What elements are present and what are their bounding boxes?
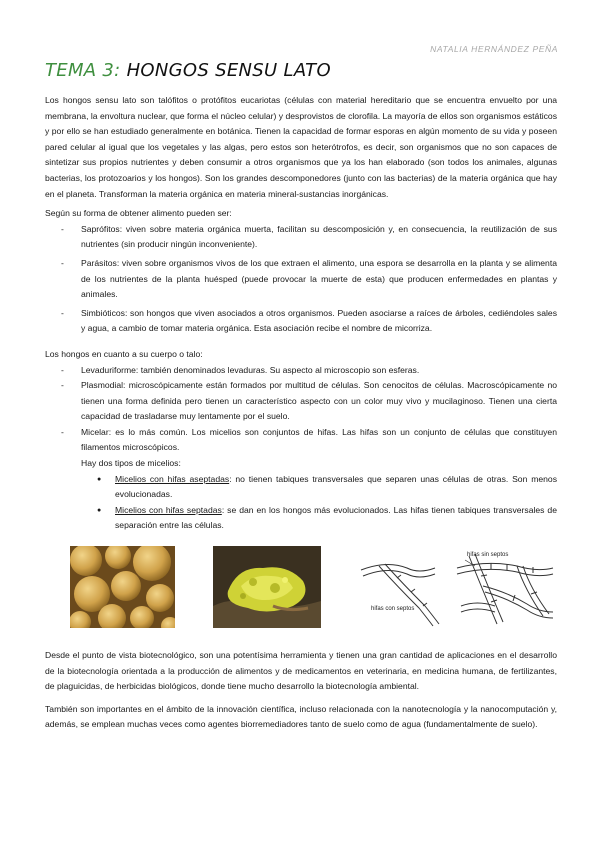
- document-body: [45, 93, 557, 733]
- term-aseptadas: Micelios con hifas aseptadas: [115, 473, 230, 484]
- list-item-simbioticos: - Simbióticos: son hongos que viven asociados a otros organismos. Pueden asociarse a raíces de árboles, cediéndoles sales y agua, a cambio de tomar materia orgánica. Esta asociación recibe el nombre de micorriza.: [61, 306, 557, 337]
- label-aseptadas: hifas sin septos: [467, 552, 509, 559]
- micelar-text: Micelar: es lo más común. Los micelios son conjuntos de hifas. Las hifas son un conjunto de células que constituyen filamentos microscópicos.: [81, 426, 557, 453]
- list-item-levaduriforme: - Levaduriforme: también denominados levaduras. Su aspecto al microscopio son esferas.: [61, 363, 557, 379]
- author-name: NATALIA HERNÁNDEZ PEÑA: [430, 44, 558, 54]
- body-type-lead: Los hongos en cuanto a su cuerpo o talo:: [45, 348, 203, 359]
- list-item-micelar: [61, 425, 557, 534]
- closing-paragraph-1: Desde el punto de vista biotecnológico, son una potentísima herramienta y tienen una gran cantidad de aplicaciones en el desarrollo de la biotecnología orientada a la producción de alimentos y de medicamentos en veterinaria, en medicina humana, de fertilizantes, de plaguicidas, de herbicidas biológicos, donde tiene mucho desarrollo la biotecnología ambiental.: [45, 650, 557, 692]
- label-septadas: hifas con septos: [371, 606, 415, 613]
- hyphae-diagram: [357, 546, 557, 628]
- figures-row: [45, 546, 557, 638]
- page-title: [45, 60, 331, 81]
- list-item-saprofitos: - Saprófitos: viven sobre materia orgánica muerta, facilitan su descomposición y, en consecuencia, la reutilización de sus nutrientes (sin producir ningún inconveniente).: [61, 222, 557, 253]
- micelio-aseptadas: [97, 472, 557, 503]
- intro-paragraph: Los hongos sensu lato son talófitos o protófitos eucariotas (células con material hereditario que se encuentra envuelto por una membrana, la envoltura nuclear, que forma el núcleo celular) y desprovistos de clorofila. La mayoría de ellos son organismos estáticos y por ello se han estudiado generalmente en botánica. Tienen la capacidad de formar esporas en algún momento de su vida y poseen pared celular al igual que los vegetales y las algas, pero estos son heterótrofos, es decir, son organismos que no son capaces de sintetizar sus propios nutrientes y deben consumir a otros organismos que ya los han elaborado (son todos los animales, algunas bacterias, los protozoarios y los hongos). Son los grandes descomponedores (junto con las bacterias) de la materia orgánica que hay en el planeta. Transforman la materia orgánica en materia mineral-sustancias inorgánicas.: [45, 95, 557, 199]
- title-main: HONGOS SENSU LATO: [126, 60, 331, 81]
- title-prefix: TEMA 3:: [45, 60, 121, 81]
- list-item-parasitos: - Parásitos: viven sobre organismos vivos de los que extraen el alimento, una espora se desarrolla en la planta y se alimenta de los nutrientes de la planta huésped (puede provocar la muerte de esta) que producen enfermedades en plantas y animales.: [61, 256, 557, 303]
- feeding-lead: Según su forma de obtener alimento pueden ser:: [45, 208, 232, 219]
- micelio-septadas: [97, 503, 557, 534]
- term-septadas: Micelios con hifas septadas: [115, 504, 222, 515]
- body-type-list: [45, 363, 557, 535]
- micelios-list: [81, 472, 557, 534]
- plasmodium-photo-image: [213, 546, 321, 628]
- desc-aseptadas: : no tienen tabiques transversales que separen unas células de otras. Son menos evolucionadas.: [115, 473, 557, 500]
- closing-paragraph-2: También son importantes en el ámbito de la innovación científica, incluso relacionada con la nanotecnología y la nanocomputación y, además, se emplean muchas veces como agentes biorremediadores tanto de suelo como de agua (fundamentalmente de suelo).: [45, 703, 557, 730]
- list-item-plasmodial: - Plasmodial: microscópicamente están formados por multitud de células. Son cenocitos de células. Macroscópicamente no tienen una forma definida pero tienen un característico aspecto con un color muy vivo y mucilaginoso. Tienen una cierta capacidad de trasladarse muy lentamente por el suelo.: [61, 378, 557, 425]
- yeast-micrograph-image: [70, 546, 175, 628]
- micelios-intro: Hay dos tipos de micelios:: [81, 458, 181, 469]
- feeding-list: [45, 222, 557, 337]
- desc-septadas: : se dan en los hongos más evolucionados. Las hifas tienen tabiques transversales de separación entre las células.: [115, 504, 557, 531]
